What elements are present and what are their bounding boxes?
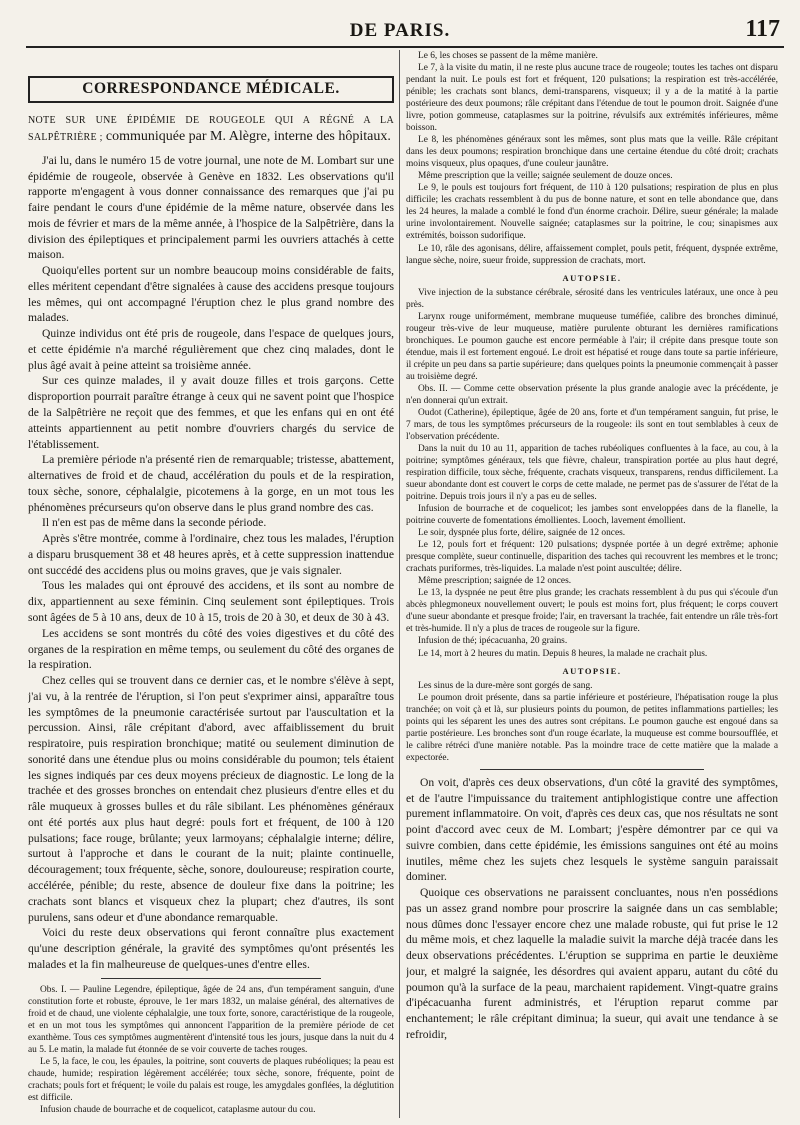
autopsy-2 [406,680,778,764]
header-rule [26,46,784,48]
autopsie-heading-2: AUTOPSIE. [562,665,622,676]
paragraph: On voit, d'après ces deux observations, d'un côté la gravité des symptômes, et de l'autre l'impuissance du traitement antiphlogistique contre une affection purement inflammatoire. On voit, d'après ces deux cas, que nos résultats ne sont point d'accord avec ceux de M. Lombart; j'espère démontrer par ce qui va suivre combien, dans cette épidémie, les émissions sanguines ont été au moins inutiles, même chez les sujets chez lesquels le système sanguin paraissait dominer. [406,775,778,884]
conclusion-paragraphs [406,775,778,1043]
running-head [0,14,800,44]
paragraph: Oudot (Catherine), épileptique, âgée de 20 ans, forte et d'un tempérament sanguin, fut prise, le 7 mars, de tous les symptômes précurseurs de la rougeole: ils sont en tout semblables à ceux de l'observation précédente. [406,407,778,442]
article-subhead-rest: communiquée par M. Alègre, interne des hôpitaux. [105,128,391,144]
paragraph: Il n'en est pas de même dans la seconde période. [42,516,267,530]
autopsie-heading-1: AUTOPSIE. [562,272,622,283]
paragraph: Même prescription que la veille; saignée seulement de douze onces. [418,171,673,182]
paragraph: Le 6, les choses se passent de la même manière. [418,51,598,61]
column-divider [399,50,400,1118]
paragraph: Chez celles qui se trouvent dans ce dernier cas, et le nombre s'élève à sept, j'ai vu, à la rentrée de l'éruption, si l'on peut s'exprimer ainsi, apparaître tous les symptômes de la pneumonie caractérisée surtout par l'auscultation et la percussion. Ainsi, râle crépitant d'abord, avec affaiblissement du bruit respiratoire, puis respiration bronchique; matité ou seulement diminution de sonorité dans une étendue plus ou moins considérable du poumon; tels étaient les signes indiqués par ces deux moyens précieux de diagnostic. Le long de la trachée et des grosses bronches on entendait chez plusieurs d'entre elles et du râle muqueux à grosses bulles et du râle sibilant. Les phénomènes généraux ont été portés aux plus haut degré: pouls fort et fréquent, de 100 à 120 pulsations; face rouge, brûlante; yeux larmoyans; céphalalgie interne; délire, surtout à l'approche et dans le courant de la nuit; plainte continuelle, découragement; toux fréquente, sèche, sonore, douloureuse; respiration courte, accélérée, pénible; du reste, absence de douleur fixe dans la poitrine; les crachats sont blancs et visqueux chez la plupart; chez d'autres, ils sont purulens, sans odeur et d'une abondance remarquable. [28,674,394,924]
paragraph: Sur ces quinze malades, il y avait douze filles et trois garçons. Cette disproportion pourrait paraître étrange à ceux qui ne savent point que l'hospice de la Salpêtrière ne reçoit que des femmes, et que les enfans qui en ont été atteints appartiennent au petit nombre d'ouvriers chargés du service de l'établissement. [28,374,394,451]
paragraph: Infusion de bourrache et de coquelicot; les jambes sont enveloppées dans de la flanelle, la poitrine couverte de fomentations émollientes. Looch, lavement émollient. [406,504,778,527]
section-title: CORRESPONDANCE MÉDICALE. [28,76,394,103]
paragraph: Infusion de thé; ipécacuanha, 20 grains. [418,636,568,647]
paragraph: La première période n'a présenté rien de remarquable; tristesse, abattement, alternatives de froid et de chaud, accélération du pouls et de la respiration, toux sèche, sonore, céphalalgie, picotemens à la gorge, en un mot tous les phénomènes précurseurs qu'on observe dans le plus grand nombre des cas. [28,453,394,514]
running-head-title: DE PARIS. [349,20,451,41]
paragraph: Obs. II. — Comme cette observation présente la plus grande analogie avec la précédente, je n'en donnerai qu'un extrait. [406,383,778,406]
observation-2 [406,383,778,660]
intro-paragraphs [28,153,394,973]
divider-rule-2 [480,769,703,770]
paragraph: Après s'être montrée, comme à l'ordinaire, chez tous les malades, l'éruption a disparu brusquement 38 et 48 heures après, et à cette suppression inattendue ont succédé des accidens plus ou moins graves, que je vais signaler. [28,532,394,577]
paragraph: Obs. I. — Pauline Legendre, épileptique, âgée de 24 ans, d'un tempérament sanguin, d'une constitution forte et robuste, éprouve, le 1er mars 1832, un malaise général, des alternatives de froid et de chaud, une violente céphalalgie, une toux forte, sonore, caractéristique de la rougeole, et en un mot tous les symptômes qui annoncent l'apparition de la première période de cet exanthème. Tous ces symptômes augmentèrent d'intensité tous les jours, jusque dans la nuit du 4 au 5. Le matin, la malade fut étonnée de se voir couverte de taches rouges. [28,984,394,1055]
paragraph: Le 7, à la visite du matin, il ne reste plus aucune trace de rougeole; toutes les taches ont disparu pendant la nuit. Le pouls est fort et fréquent, 120 pulsations; la respiration est très-accélérée, pénible; les crachats sont blancs, demi-transparens, visqueux; il y a de la matité à la partie postérieure des deux poumons; râle crépitant dans l'étendue de tout le poumon droit. Saignée d'une livre, potion gommeuse, cataplasmes sur la poitrine, révulsifs aux extrémités inférieures, même boisson. [406,63,778,134]
paragraph: Vive injection de la substance cérébrale, sérosité dans les ventricules latéraux, une once à peu près. [406,287,778,310]
divider-rule [101,978,321,979]
paragraph: Infusion chaude de bourrache et de coquelicot, cataplasme autour du cou. [40,1104,316,1115]
left-column [28,50,394,1118]
article-subhead-caps: NOTE SUR UNE ÉPIDÉMIE DE ROUGEOLE QUI A RÉGNÉ A LA SALPÊTRIÈRE ; [28,115,394,143]
paragraph: Les sinus de la dure-mère sont gorgés de sang. [418,680,593,691]
paragraph: Quoiqu'elles portent sur un nombre beaucoup moins considérable de faits, elles méritent cependant d'être signalées à cause des accidens presque toujours les mêmes, qui ont accompagné l'éruption chez le plus grand nombre des malades. [28,264,394,325]
page-number: 117 [745,16,780,42]
paragraph: Tous les malades qui ont éprouvé des accidens, et ils sont au nombre de dix, appartiennent au sexe féminin. Cinq seulement sont épileptiques. Trois sont âgées de 5 à 10 ans, deux de 10 à 15, trois de 20 à 30, et deux de 30 à 43. [28,579,394,624]
paragraph: Le 5, la face, le cou, les épaules, la poitrine, sont couverts de plaques rubéoliques; la peau est chaude, humide; respiration légèrement accélérée; toux sèche, sonore, fréquente, point de crachats; pouls fort et fréquent; le voile du palais est rouge, les amygdales gonflées, la déglutition est difficile. [28,1056,394,1103]
article-subhead [28,111,394,147]
paragraph: Quoique ces observations ne paraissent concluantes, nous n'en possédions pas un assez grand nombre pour proscrire la saignée dans un cas semblable; nous dûmes donc l'essayer encore chez une malade robuste, qui fut prise le 12 du même mois, et chez laquelle la maladie suivit la marche déjà tracée dans les deux observations précédentes. L'éruption se supprima en partie le deuxième jour, et malgré la saignée, les désordres qui avaient apparu, autant du côté du poumon qu'à la surface de la peau, marchaient rapidement. Vingt-quatre grains d'ipécacuanha furent administrés, et l'éruption reparut comme par enchantement; le râle crépitant diminua; la sueur, qui avait une tendance à se refroidir, [406,886,778,1041]
paragraph: Le soir, dyspnée plus forte, délire, saignée de 12 onces. [418,528,626,539]
paragraph: Larynx rouge uniformément, membrane muqueuse tuméfiée, calibre des bronches diminué, rougeur très-vive de leur muqueuse, matière purulente obturant les dernières ramifications bronchiques. Le poumon gauche est encore perméable à l'air; il crépite dans presque toute son étendue, mais il est fortement engoué. Le droit est hépatisé et rouge dans toute sa partie inférieure, il crépite un peu dans sa partie supérieure; dans quelques points la pneumonie commençait à passer au troisième degré. [406,311,778,382]
autopsy-1 [406,287,778,383]
observation-1-start [28,984,394,1116]
paragraph: Le 9, le pouls est toujours fort fréquent, de 110 à 120 pulsations; respiration de plus en plus difficile; les crachats ressemblent à du pus de bonne nature, et sont en telle abondance que, dans les 24 heures, la malade a comblé le fond d'un énorme crachoir. Délire, sueur générale; la malade urine involontairement. Nouvelle saignée; cataplasmes sur la poitrine, le cou; sinapismes aux extrémités, boisson sudorifique. [406,183,778,242]
paragraph: Le 14, mort à 2 heures du matin. Depuis 8 heures, la malade ne crachait plus. [418,648,708,659]
paragraph: Le poumon droit présente, dans sa partie inférieure et postérieure, l'hépatisation rouge la plus tranchée; on voit çà et là, sur plusieurs points du poumon, de petites inflammations partielles; les points qui les séparent les unes des autres sont crépitans. Le poumon gauche est engoué dans sa partie postérieure. Les bronches sont d'un rouge écarlate, la muqueuse est comme boursoufflée, et le calibre rétréci d'une manière notable. Pas la moindre trace de cette matière que la malade a expectorée. [406,692,778,763]
paragraph: Le 12, pouls fort et fréquent: 120 pulsations; dyspnée portée à un degré extrême; aphonie presque complète, sueur continuelle, disparition des taches qui recouvrent les membres et le tronc; crachats puriformes, très-liquides. La malade n'est point auscultée; délire. [406,540,778,575]
paragraph: Même prescription; saignée de 12 onces. [418,576,572,587]
paragraph: Le 10, râle des agonisans, délire, affaissement complet, pouls petit, fréquent, dyspnée extrême, langue sèche, noire, sueur froide, suppression de crachats, mort. [406,243,778,266]
paragraph: J'ai lu, dans le numéro 15 de votre journal, une note de M. Lombart sur une épidémie de rougeole, observée à Genève en 1832. Les observations qu'il rapporte m'engagent à vous donner connaissance des remarques que j'ai pu faire pendant le cours d'une épidémie de la même nature, observée dans les mois de février et mars de la même année, à l'hospice de la Salpêtrière, dans la division des épileptiques et principalement parmi les ouvriers attachés à cette maison. [28,153,394,262]
right-column [406,50,778,1118]
paragraph: Les accidens se sont montrés du côté des voies digestives et du côté des organes de la respiration en même temps, ou seulement du côté des organes de la respiration. [28,626,394,672]
paragraph: Quinze individus ont été pris de rougeole, dans l'espace de quelques jours, et cette épidémie n'a marché régulièrement que chez cinq malades, dont le plus âgé avait à peine atteint sa troisième année. [28,327,394,372]
observation-1-continued [406,50,778,267]
paragraph: Le 8, les phénomènes généraux sont les mêmes, sont plus mats que la veille. Râle crépitant dans les deux poumons; respiration bronchique dans une certaine étendue du côté droit; crachats moins visqueux, plus opaques, d'une couleur jaunâtre. [406,135,778,170]
paragraph: Le 13, la dyspnée ne peut être plus grande; les crachats ressemblent à du pus qui s'écoule d'un abcès phlegmoneux nouvellement ouvert; le pouls est moins fort, plus fréquent; le corps couvert d'une sueur abondante et presque froide; l'air, en traversant la trachée, fait entendre un râle très-fort et très-humide. Il n'y a plus de traces de rougeole sur la figure. [406,588,778,635]
paragraph: Voici du reste deux observations qui feront connaître plus exactement qu'une description générale, la gravité des symptômes qu'ont présentés les malades et la fin malheureuse de quelques-unes d'entre elles. [28,926,394,971]
paragraph: Dans la nuit du 10 au 11, apparition de taches rubéoliques confluentes à la face, au cou, à la poitrine; symptômes généraux, tels que fièvre, chaleur, transpiration portée au plus haut degré, respiration difficile, toux sèche, fréquente, crachats visqueux, transparens, rendus difficilement. La sueur abondante dont est couvert le corps de cette malade, ne permet pas de s'assurer de l'état de la poitrine. Depuis trois jours il n'y a pas eu de selles. [406,443,778,503]
